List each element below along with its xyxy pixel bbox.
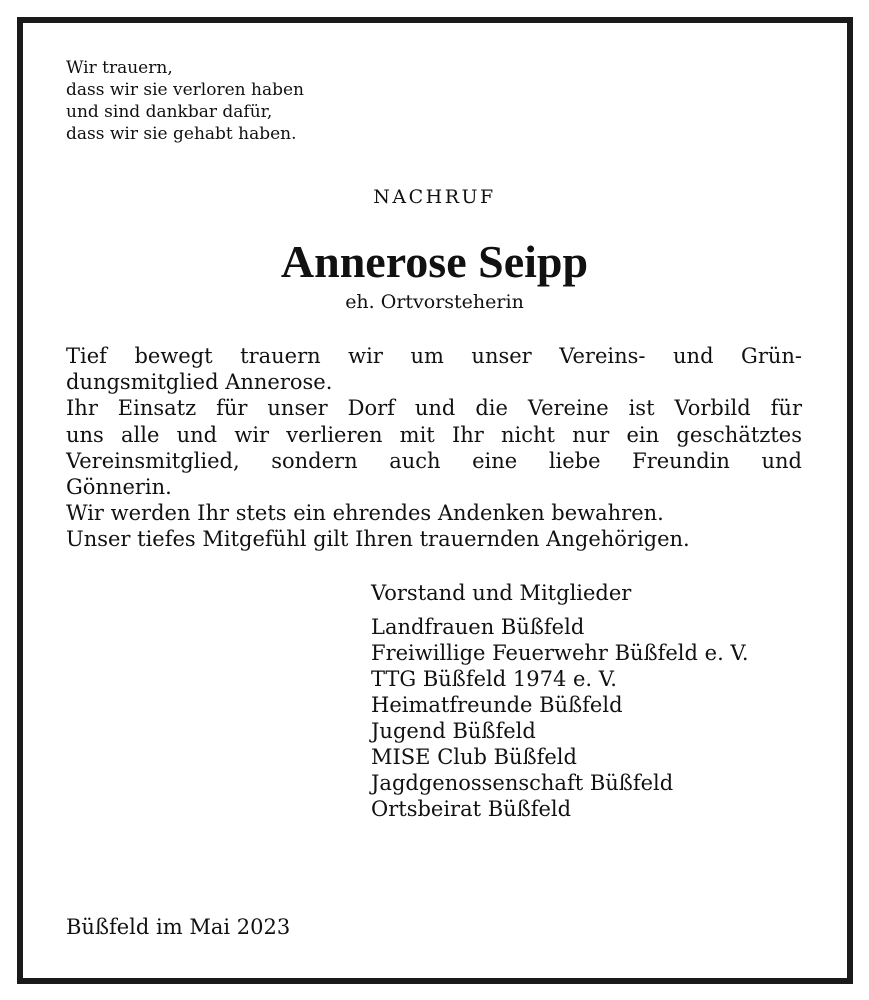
- tribute-line: Tief bewegt trauern wir um unser Vereins- und Grün-: [66, 344, 802, 368]
- signer-organization: MISE Club Büßfeld: [371, 745, 577, 769]
- signer-organization: Landfrauen Büßfeld: [371, 615, 585, 639]
- place-date: Büßfeld im Mai 2023: [66, 915, 291, 939]
- motto-line: dass wir sie gehabt haben.: [66, 124, 297, 144]
- tribute-line: uns alle und wir verlieren mit Ihr nicht nur ein geschätztes: [66, 422, 802, 447]
- signer-organization: Jugend Büßfeld: [371, 719, 536, 743]
- motto-line: Wir trauern,: [66, 58, 173, 78]
- signer-organization: Jagdgenossenschaft Büßfeld: [371, 771, 674, 795]
- signers-block: [371, 580, 749, 822]
- signer-organization: Ortsbeirat Büßfeld: [371, 797, 572, 821]
- heading: NACHRUF: [373, 186, 496, 208]
- tribute-text: [66, 343, 802, 553]
- tribute-line: Unser tiefes Mitgefühl gilt Ihren trauernden Angehörigen.: [66, 527, 690, 552]
- motto-line: dass wir sie verloren haben: [66, 80, 304, 100]
- tribute-line: Wir werden Ihr stets ein ehrendes Andenken bewahren.: [66, 501, 664, 526]
- signers-intro: Vorstand und Mitglieder: [371, 581, 632, 605]
- deceased-role: eh. Ortvorsteherin: [345, 291, 524, 313]
- deceased-name: Annerose Seipp: [280, 236, 589, 287]
- tribute-line: dungsmitglied Annerose.: [66, 370, 333, 395]
- motto-line: und sind dankbar dafür,: [66, 102, 273, 122]
- tribute-line: Gönnerin.: [66, 475, 172, 500]
- signer-organization: Heimatfreunde Büßfeld: [371, 693, 623, 717]
- tribute-line: Vereinsmitglied, sondern auch eine liebe Freundin und: [66, 448, 802, 473]
- signer-organization: Freiwillige Feuerwehr Büßfeld e. V.: [371, 641, 749, 665]
- signer-organization: TTG Büßfeld 1974 e. V.: [371, 667, 617, 691]
- motto-verse: [66, 57, 304, 145]
- tribute-line: Ihr Einsatz für unser Dorf und die Vereine ist Vorbild für: [66, 396, 802, 421]
